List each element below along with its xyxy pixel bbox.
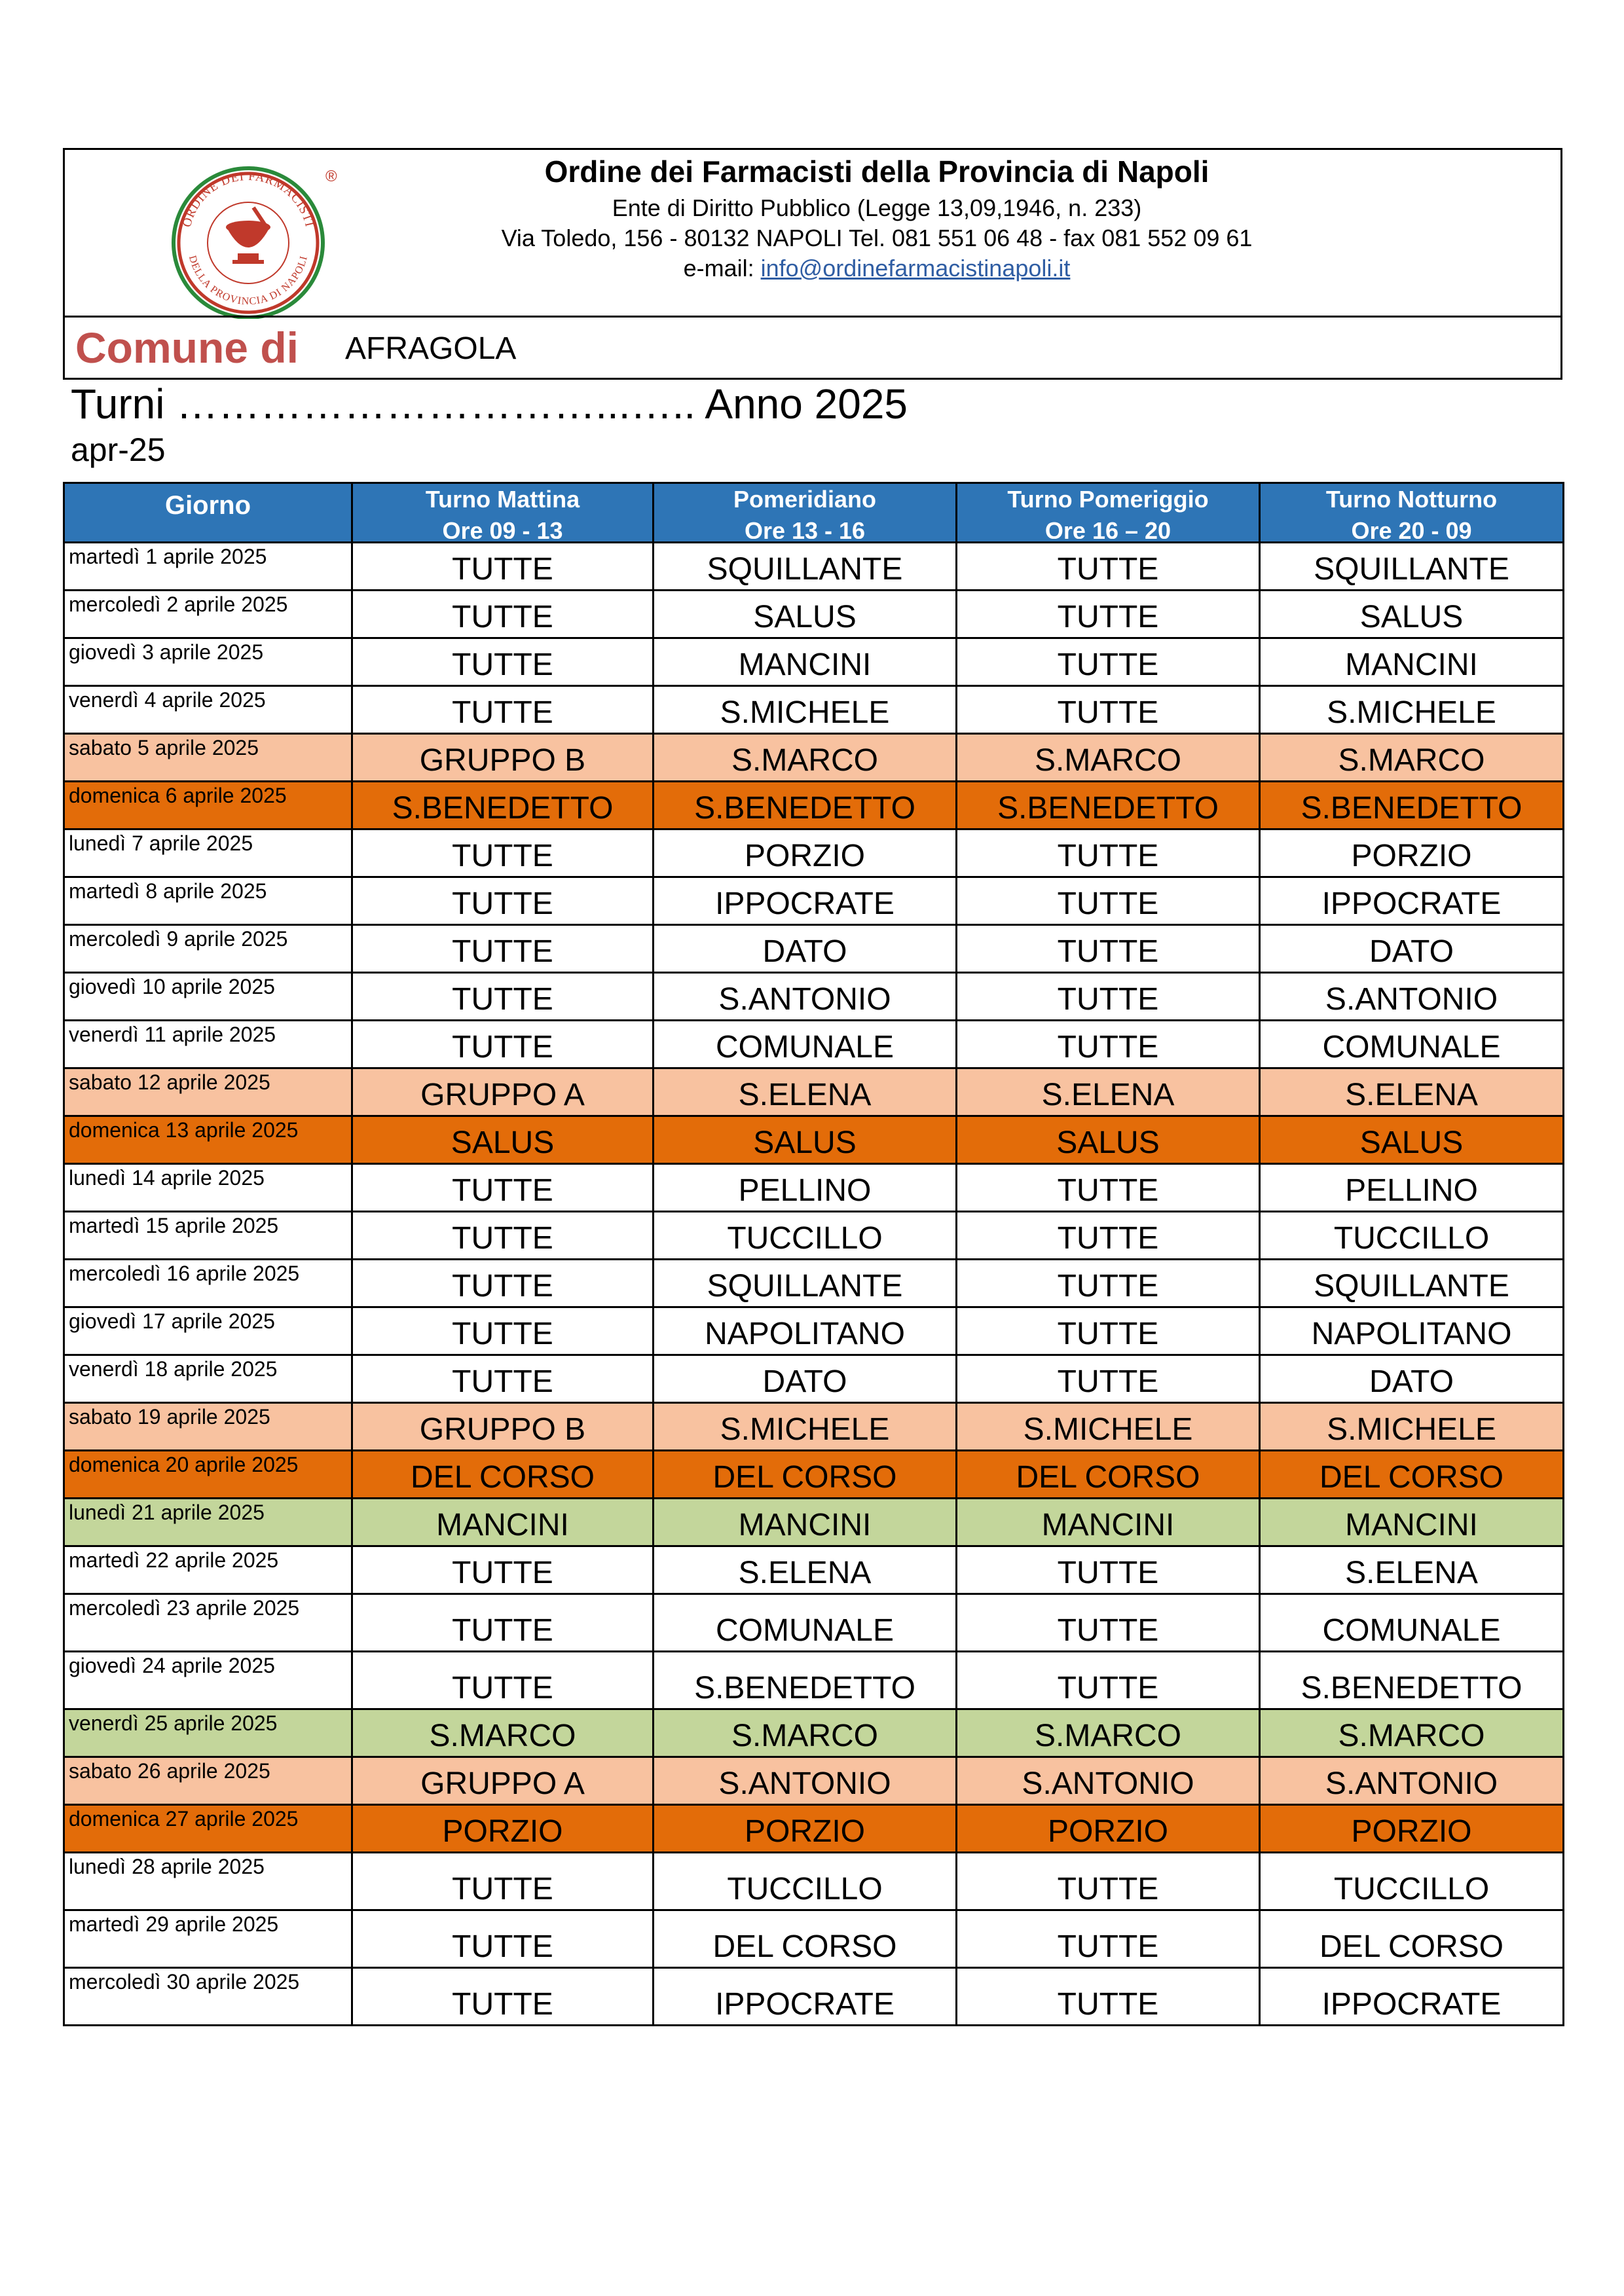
shift-cell: TUTTE: [957, 1652, 1260, 1709]
shift-cell: GRUPPO B: [352, 734, 654, 782]
header-line2: Ore 13 - 16: [744, 517, 866, 539]
shift-cell: DATO: [654, 925, 957, 973]
shift-cell: TUTTE: [957, 1594, 1260, 1652]
table-row: [64, 1355, 1564, 1403]
shift-cell: TUTTE: [352, 591, 654, 638]
shift-cell: MANCINI: [352, 1499, 654, 1546]
shift-cell: S.MARCO: [957, 734, 1260, 782]
shift-cell: IPPOCRATE: [654, 877, 957, 925]
order-seal-logo: [162, 162, 339, 319]
table-row: [64, 1709, 1564, 1757]
shift-cell: S.MICHELE: [1260, 686, 1564, 734]
shift-cell: PORZIO: [654, 1805, 957, 1853]
shift-cell: GRUPPO A: [352, 1757, 654, 1805]
shift-cell: S.ANTONIO: [654, 973, 957, 1021]
shift-cell: SALUS: [654, 591, 957, 638]
shift-cell: TUTTE: [352, 1212, 654, 1260]
email-label: e-mail:: [683, 255, 761, 282]
day-cell: domenica 13 aprile 2025: [64, 1116, 352, 1164]
day-cell: domenica 20 aprile 2025: [64, 1451, 352, 1499]
day-cell: mercoledì 2 aprile 2025: [64, 591, 352, 638]
day-cell: martedì 15 aprile 2025: [64, 1212, 352, 1260]
shift-cell: TUTTE: [957, 543, 1260, 591]
shift-cell: S.ANTONIO: [957, 1757, 1260, 1805]
day-cell: giovedì 3 aprile 2025: [64, 638, 352, 686]
shift-cell: TUTTE: [957, 686, 1260, 734]
pharmacy-shift-table: [63, 482, 1564, 2026]
shift-cell: SALUS: [1260, 1116, 1564, 1164]
day-cell: martedì 1 aprile 2025: [64, 543, 352, 591]
shift-cell: MANCINI: [654, 638, 957, 686]
shift-cell: DEL CORSO: [957, 1451, 1260, 1499]
table-row: [64, 1652, 1564, 1709]
shift-cell: S.ELENA: [1260, 1068, 1564, 1116]
shift-cell: S.MICHELE: [1260, 1403, 1564, 1451]
shift-cell: SQUILLANTE: [1260, 543, 1564, 591]
header-line2: Ore 16 – 20: [1044, 517, 1172, 539]
shift-cell: DEL CORSO: [352, 1451, 654, 1499]
day-cell: lunedì 21 aprile 2025: [64, 1499, 352, 1546]
table-row: [64, 1594, 1564, 1652]
shift-cell: PORZIO: [1260, 1805, 1564, 1853]
table-row: [64, 734, 1564, 782]
header-pomeridiano: [654, 483, 957, 543]
comune-value: AFRAGOLA: [345, 331, 517, 366]
shift-cell: SALUS: [1260, 591, 1564, 638]
shift-cell: TUTTE: [957, 829, 1260, 877]
shift-cell: IPPOCRATE: [1260, 877, 1564, 925]
shift-cell: NAPOLITANO: [1260, 1307, 1564, 1355]
header-turno-pomeriggio: [957, 483, 1260, 543]
shift-cell: TUTTE: [352, 877, 654, 925]
shift-cell: TUTTE: [957, 1968, 1260, 2026]
shift-cell: TUTTE: [352, 1652, 654, 1709]
table-row: [64, 591, 1564, 638]
shift-cell: PORZIO: [957, 1805, 1260, 1853]
shift-cell: PORZIO: [352, 1805, 654, 1853]
header-turno-mattina: [352, 483, 654, 543]
shift-cell: TUTTE: [957, 1307, 1260, 1355]
shift-cell: DEL CORSO: [1260, 1910, 1564, 1968]
shift-cell: S.BENEDETTO: [957, 782, 1260, 829]
shift-cell: TUTTE: [352, 1910, 654, 1968]
shift-cell: TUTTE: [957, 1260, 1260, 1307]
shift-cell: TUTTE: [957, 925, 1260, 973]
table-row: [64, 1116, 1564, 1164]
shift-cell: TUTTE: [352, 829, 654, 877]
table-row: [64, 1968, 1564, 2026]
shift-cell: S.BENEDETTO: [1260, 782, 1564, 829]
table-body: [64, 543, 1564, 2026]
shift-cell: MANCINI: [957, 1499, 1260, 1546]
shift-cell: S.MARCO: [352, 1709, 654, 1757]
shift-cell: TUTTE: [352, 1355, 654, 1403]
shift-cell: TUTTE: [957, 1355, 1260, 1403]
day-cell: sabato 12 aprile 2025: [64, 1068, 352, 1116]
table-row: [64, 1757, 1564, 1805]
shift-cell: PORZIO: [1260, 829, 1564, 877]
shift-cell: GRUPPO B: [352, 1403, 654, 1451]
table-row: [64, 782, 1564, 829]
shift-cell: DATO: [654, 1355, 957, 1403]
shift-cell: SALUS: [654, 1116, 957, 1164]
shift-cell: SQUILLANTE: [654, 543, 957, 591]
table-row: [64, 925, 1564, 973]
shift-cell: S.ANTONIO: [1260, 973, 1564, 1021]
day-cell: lunedì 14 aprile 2025: [64, 1164, 352, 1212]
shift-cell: TUTTE: [957, 591, 1260, 638]
shift-cell: S.MARCO: [654, 1709, 957, 1757]
header-line1: Turno Notturno: [1325, 486, 1498, 513]
table-header-row: [64, 483, 1564, 543]
organization-title: Ordine dei Farmacisti della Provincia di Napoli: [544, 155, 1209, 189]
shift-cell: S.ELENA: [654, 1068, 957, 1116]
shift-cell: COMUNALE: [654, 1021, 957, 1068]
table-row: [64, 1805, 1564, 1853]
shift-cell: TUTTE: [957, 1212, 1260, 1260]
table-row: [64, 877, 1564, 925]
shift-cell: DATO: [1260, 1355, 1564, 1403]
shift-cell: IPPOCRATE: [1260, 1968, 1564, 2026]
shift-cell: TUTTE: [957, 1853, 1260, 1910]
shift-cell: TUTTE: [352, 1307, 654, 1355]
shift-cell: TUTTE: [957, 973, 1260, 1021]
shift-cell: S.ELENA: [1260, 1546, 1564, 1594]
shift-cell: S.MARCO: [1260, 734, 1564, 782]
header-turno-notturno: [1260, 483, 1564, 543]
shift-cell: TUTTE: [352, 1021, 654, 1068]
shift-cell: TUCCILLO: [654, 1212, 957, 1260]
shift-cell: TUTTE: [352, 543, 654, 591]
day-cell: martedì 22 aprile 2025: [64, 1546, 352, 1594]
shift-cell: MANCINI: [654, 1499, 957, 1546]
shift-cell: S.BENEDETTO: [1260, 1652, 1564, 1709]
shift-cell: DEL CORSO: [654, 1910, 957, 1968]
table-row: [64, 1451, 1564, 1499]
day-cell: venerdì 11 aprile 2025: [64, 1021, 352, 1068]
shift-cell: S.BENEDETTO: [352, 782, 654, 829]
shift-cell: TUCCILLO: [1260, 1853, 1564, 1910]
table-row: [64, 1260, 1564, 1307]
letterhead: [63, 148, 1562, 380]
day-cell: mercoledì 16 aprile 2025: [64, 1260, 352, 1307]
shift-cell: DATO: [1260, 925, 1564, 973]
organization-address: Via Toledo, 156 - 80132 NAPOLI Tel. 081 551 06 48 - fax 081 552 09 61: [501, 225, 1253, 251]
day-cell: lunedì 28 aprile 2025: [64, 1853, 352, 1910]
shift-cell: COMUNALE: [1260, 1594, 1564, 1652]
table-row: [64, 1403, 1564, 1451]
day-cell: martedì 29 aprile 2025: [64, 1910, 352, 1968]
table-row: [64, 1499, 1564, 1546]
table-row: [64, 1853, 1564, 1910]
table-row: [64, 973, 1564, 1021]
shift-cell: S.BENEDETTO: [654, 782, 957, 829]
table-row: [64, 829, 1564, 877]
organization-subtitle: Ente di Diritto Pubblico (Legge 13,09,1946, n. 233): [612, 194, 1142, 221]
shift-cell: TUTTE: [352, 1853, 654, 1910]
shift-cell: TUTTE: [352, 686, 654, 734]
table-row: [64, 686, 1564, 734]
day-cell: mercoledì 9 aprile 2025: [64, 925, 352, 973]
organization-email-line: [366, 255, 1388, 282]
table-row: [64, 1068, 1564, 1116]
shift-cell: S.MARCO: [1260, 1709, 1564, 1757]
day-cell: mercoledì 23 aprile 2025: [64, 1594, 352, 1652]
shift-cell: TUTTE: [352, 1594, 654, 1652]
shift-cell: MANCINI: [1260, 1499, 1564, 1546]
table-row: [64, 1546, 1564, 1594]
shift-cell: TUTTE: [352, 1968, 654, 2026]
shift-cell: S.MICHELE: [957, 1403, 1260, 1451]
shift-cell: DEL CORSO: [654, 1451, 957, 1499]
shift-cell: TUTTE: [957, 638, 1260, 686]
shift-cell: PELLINO: [654, 1164, 957, 1212]
day-cell: lunedì 7 aprile 2025: [64, 829, 352, 877]
shift-cell: COMUNALE: [1260, 1021, 1564, 1068]
shift-cell: S.ANTONIO: [1260, 1757, 1564, 1805]
shift-cell: TUTTE: [957, 1910, 1260, 1968]
shift-cell: TUTTE: [352, 1164, 654, 1212]
logo-text-bottom: DELLA PROVINCIA DI NAPOLI: [186, 254, 310, 308]
shift-cell: TUTTE: [352, 925, 654, 973]
shift-cell: S.ELENA: [654, 1546, 957, 1594]
table-row: [64, 1164, 1564, 1212]
table-row: [64, 1021, 1564, 1068]
shift-cell: TUTTE: [957, 877, 1260, 925]
header-giorno: Giorno: [64, 483, 352, 543]
day-cell: giovedì 24 aprile 2025: [64, 1652, 352, 1709]
month-label: apr-25: [71, 431, 166, 468]
shift-cell: TUCCILLO: [654, 1853, 957, 1910]
header-line1: Turno Mattina: [425, 486, 580, 513]
day-cell: giovedì 17 aprile 2025: [64, 1307, 352, 1355]
table-row: [64, 1307, 1564, 1355]
logo-text-top: ORDINE DEI FARMACISTI: [179, 169, 317, 229]
header-divider: [65, 316, 1560, 318]
shift-cell: TUTTE: [352, 638, 654, 686]
email-link[interactable]: info@ordinefarmacistinapoli.it: [760, 255, 1071, 282]
shift-cell: GRUPPO A: [352, 1068, 654, 1116]
shift-cell: DEL CORSO: [1260, 1451, 1564, 1499]
shift-cell: SALUS: [352, 1116, 654, 1164]
header-line2: Ore 09 - 13: [442, 517, 563, 539]
shift-cell: S.MARCO: [654, 734, 957, 782]
table-row: [64, 1212, 1564, 1260]
shift-cell: S.MICHELE: [654, 686, 957, 734]
table-row: [64, 638, 1564, 686]
shift-cell: TUTTE: [352, 1260, 654, 1307]
day-cell: giovedì 10 aprile 2025: [64, 973, 352, 1021]
shift-cell: TUTTE: [352, 1546, 654, 1594]
day-cell: venerdì 18 aprile 2025: [64, 1355, 352, 1403]
header-line1: Turno Pomeriggio: [1007, 486, 1209, 513]
shift-cell: IPPOCRATE: [654, 1968, 957, 2026]
day-cell: venerdì 4 aprile 2025: [64, 686, 352, 734]
shift-cell: TUTTE: [352, 973, 654, 1021]
shift-cell: S.MICHELE: [654, 1403, 957, 1451]
header-line1: Pomeridiano: [733, 486, 877, 513]
day-cell: domenica 27 aprile 2025: [64, 1805, 352, 1853]
table-row: [64, 1910, 1564, 1968]
day-cell: domenica 6 aprile 2025: [64, 782, 352, 829]
shift-cell: SQUILLANTE: [1260, 1260, 1564, 1307]
shift-cell: S.MARCO: [957, 1709, 1260, 1757]
shift-cell: TUTTE: [957, 1546, 1260, 1594]
shift-cell: PORZIO: [654, 829, 957, 877]
shift-cell: MANCINI: [1260, 638, 1564, 686]
comune-label: Comune di: [75, 323, 299, 372]
day-cell: sabato 19 aprile 2025: [64, 1403, 352, 1451]
shift-cell: COMUNALE: [654, 1594, 957, 1652]
shift-cell: S.ANTONIO: [654, 1757, 957, 1805]
shift-cell: SALUS: [957, 1116, 1260, 1164]
day-cell: sabato 5 aprile 2025: [64, 734, 352, 782]
day-cell: martedì 8 aprile 2025: [64, 877, 352, 925]
shift-cell: TUCCILLO: [1260, 1212, 1564, 1260]
day-cell: sabato 26 aprile 2025: [64, 1757, 352, 1805]
shift-cell: SQUILLANTE: [654, 1260, 957, 1307]
shift-cell: TUTTE: [957, 1021, 1260, 1068]
header-line2: Ore 20 - 09: [1351, 517, 1472, 539]
day-cell: venerdì 25 aprile 2025: [64, 1709, 352, 1757]
registered-mark: ®: [325, 168, 337, 185]
shift-cell: PELLINO: [1260, 1164, 1564, 1212]
shift-cell: TUTTE: [957, 1164, 1260, 1212]
shift-cell: NAPOLITANO: [654, 1307, 957, 1355]
shift-cell: S.BENEDETTO: [654, 1652, 957, 1709]
shift-cell: S.ELENA: [957, 1068, 1260, 1116]
day-cell: mercoledì 30 aprile 2025: [64, 1968, 352, 2026]
turni-title: Turni …………………………...….. Anno 2025: [71, 380, 908, 428]
table-row: [64, 543, 1564, 591]
